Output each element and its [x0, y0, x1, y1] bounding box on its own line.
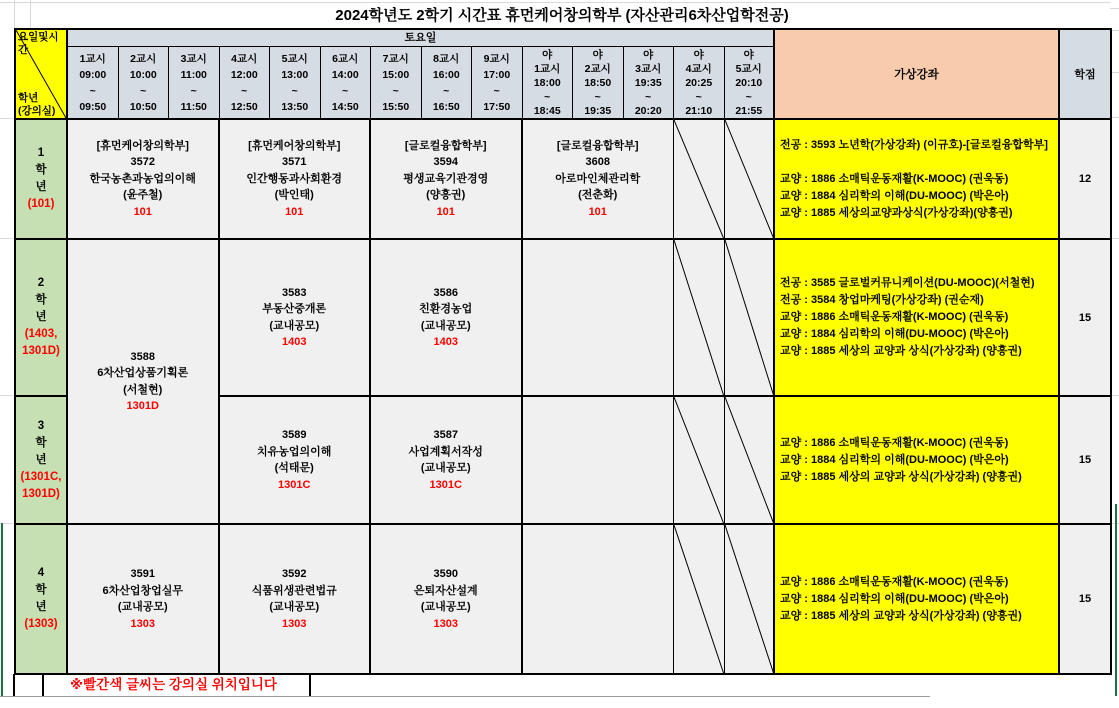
corner-room-label: (강의실)	[18, 105, 56, 117]
grade-4-cell[interactable]: 4 학 년 (1303)	[16, 525, 68, 675]
virtual-course-line: 전공 : 3585 글로벌커뮤니케이션(DU-MOOC)(서철현)	[780, 277, 1035, 289]
period-end: 18:45	[533, 104, 561, 117]
night-period-header-2[interactable]	[573, 47, 624, 120]
class-professor: (양흥권)	[426, 189, 466, 202]
night-period-header-3[interactable]	[624, 47, 675, 120]
period-end: 10:50	[129, 100, 157, 113]
class-title: 은퇴자산설계	[413, 584, 478, 597]
virtual-course-line: 교양 : 1884 심리학의 이해(DU-MOOC) (박은아)	[780, 592, 1009, 605]
period-separator: ~	[594, 90, 601, 103]
crossed-empty-cell[interactable]	[725, 120, 776, 240]
class-cell-3592[interactable]	[220, 525, 372, 675]
period-end: 17:50	[483, 100, 511, 113]
crossed-empty-cell[interactable]	[725, 525, 776, 675]
class-dept: [글로컬융합학부]	[556, 139, 639, 152]
class-cell-3572[interactable]	[68, 120, 220, 240]
class-room: 1303	[282, 617, 307, 630]
night-prefix: 야	[743, 48, 754, 61]
period-start: 18:00	[533, 76, 561, 89]
period-start: 16:00	[432, 68, 460, 81]
period-name: 3교시	[180, 52, 207, 65]
virtual-course-line: 교양 : 1884 심리학의 이해(DU-MOOC) (박은아)	[780, 453, 1009, 466]
class-professor: (전춘화)	[578, 189, 618, 202]
class-title: 인간행동과사회환경	[246, 172, 343, 185]
class-professor: (교내공모)	[269, 319, 320, 332]
class-code: 3587	[433, 429, 458, 441]
period-name: 8교시	[433, 52, 460, 65]
virtual-course-line: 교양 : 1886 소매틱운동재활(K-MOOC) (권욱동)	[780, 436, 1009, 449]
period-header-3[interactable]	[169, 47, 220, 120]
period-end: 20:20	[634, 104, 662, 117]
period-name: 4교시	[685, 62, 712, 75]
period-end: 09:50	[79, 100, 107, 113]
period-header-8[interactable]	[422, 47, 473, 120]
class-title: 평생교육기관경영	[403, 172, 489, 185]
class-professor: (박인태)	[274, 189, 314, 202]
period-end: 15:50	[382, 100, 410, 113]
period-separator: ~	[695, 90, 702, 103]
period-name: 3교시	[635, 62, 662, 75]
virtual-course-line: 전공 : 3584 창업마케팅(가상강좌) (권순재)	[780, 294, 984, 306]
class-professor: (교내공모)	[420, 462, 471, 474]
credits-cell-grade3[interactable]: 15	[1060, 397, 1112, 525]
grade-1-cell[interactable]: 1 학 년 (101)	[16, 120, 68, 240]
virtual-course-line: 교양 : 1886 소매틱운동재활(K-MOOC) (권욱동)	[780, 172, 1009, 185]
period-end: 12:50	[230, 100, 258, 113]
class-professor: (윤주철)	[123, 189, 163, 202]
period-start: 10:00	[129, 68, 157, 81]
virtual-courses-header-cell[interactable]: 가상강좌	[775, 30, 1060, 120]
grade-rooms: 1301D)	[22, 487, 60, 500]
class-room: 1403	[433, 336, 458, 348]
class-title: 사업계획서작성	[408, 445, 483, 458]
period-end: 19:35	[584, 104, 612, 117]
diagonal-line-icon	[725, 397, 774, 523]
timetable-title[interactable]: 2024학년도 2학기 시간표 휴먼케어창의학부 (자산관리6차산업학전공)	[335, 7, 789, 24]
period-header-4[interactable]	[220, 47, 271, 120]
virtual-courses-cell-grade3[interactable]	[775, 397, 1060, 525]
class-dept: [글로컬융합학부]	[404, 139, 487, 152]
diagonal-line-icon	[674, 525, 724, 673]
class-code: 3608	[585, 156, 610, 169]
class-code: 3589	[282, 429, 307, 441]
class-professor: (석태문)	[274, 462, 314, 474]
class-dept: [휴먼케어창의학부]	[248, 139, 341, 152]
diagonal-line-icon	[674, 397, 724, 523]
period-start: 20:10	[735, 76, 763, 89]
class-code: 3571	[282, 156, 307, 169]
period-start: 17:00	[483, 68, 511, 81]
period-separator: ~	[291, 84, 298, 97]
note-row-border	[309, 674, 311, 696]
period-header-6[interactable]	[321, 47, 372, 120]
empty-night-cell[interactable]	[523, 240, 675, 397]
period-end: 16:50	[432, 100, 460, 113]
grade-number: 2	[37, 277, 45, 289]
night-prefix: 야	[643, 48, 654, 61]
period-start: 13:00	[281, 68, 309, 81]
class-room: 101	[588, 205, 607, 218]
night-prefix: 야	[542, 48, 553, 61]
class-room: 1303	[433, 617, 458, 630]
class-title: 식품위생관련법규	[251, 584, 337, 597]
period-start: 15:00	[382, 68, 410, 81]
class-code: 3591	[130, 568, 155, 580]
sheet-gridline	[0, 395, 14, 396]
selection-border	[1115, 504, 1117, 696]
diagonal-line-icon	[725, 525, 774, 673]
class-dept: [휴먼케어창의학부]	[96, 139, 189, 152]
class-room: 101	[285, 205, 304, 218]
class-code: 3594	[433, 156, 458, 169]
class-cell-3589[interactable]	[220, 397, 372, 525]
class-cell-3586[interactable]	[371, 240, 523, 397]
virtual-course-line: 교양 : 1884 심리학의 이해(DU-MOOC) (박은아)	[780, 189, 1009, 202]
period-name: 2교시	[584, 62, 611, 75]
diagonal-line-icon	[674, 120, 724, 238]
virtual-courses-cell-grade1[interactable]	[775, 120, 1060, 240]
class-cell-3583[interactable]	[220, 240, 372, 397]
class-professor: (교내공모)	[420, 601, 471, 613]
crossed-empty-cell[interactable]	[674, 120, 725, 240]
period-name: 1교시	[79, 52, 106, 65]
class-title: 6차산업상품기획론	[97, 367, 189, 379]
virtual-course-line: 교양 : 1886 소매틱운동재활(K-MOOC) (권욱동)	[780, 311, 1009, 323]
period-separator: ~	[493, 84, 500, 97]
class-room: 1301D	[126, 400, 159, 412]
class-room: 1301C	[278, 478, 311, 491]
class-code: 3592	[282, 568, 307, 580]
virtual-course-line: 교양 : 1885 세상의교양과상식(가상강좌)(양흥권)	[780, 206, 1013, 219]
virtual-courses-cell-grade2[interactable]	[775, 240, 1060, 397]
night-period-header-5[interactable]	[725, 47, 776, 120]
credits-cell-grade4[interactable]: 15	[1060, 525, 1112, 675]
period-name: 6교시	[332, 52, 359, 65]
period-start: 18:50	[584, 76, 612, 89]
virtual-course-line: 교양 : 1885 세상의 교양과 상식(가상강좌) (양흥권)	[780, 609, 1022, 622]
class-cell-3571[interactable]	[220, 120, 372, 240]
period-separator: ~	[392, 84, 399, 97]
sheet-gridline	[0, 696, 930, 697]
period-end: 14:50	[331, 100, 359, 113]
class-cell-3594[interactable]	[371, 120, 523, 240]
period-end: 21:10	[685, 104, 713, 117]
period-name: 4교시	[231, 52, 258, 65]
class-title: 부동산중개론	[262, 303, 327, 315]
night-prefix: 야	[592, 48, 603, 61]
period-name: 2교시	[130, 52, 157, 65]
period-separator: ~	[190, 84, 197, 97]
period-start: 11:00	[180, 68, 207, 81]
class-cell-3587[interactable]	[371, 397, 523, 525]
night-period-header-4[interactable]	[674, 47, 725, 120]
period-separator: ~	[745, 90, 752, 103]
class-code: 3588	[130, 350, 155, 363]
diagonal-line-icon	[674, 240, 724, 395]
period-separator: ~	[140, 84, 147, 97]
sheet-gridline	[1110, 8, 1119, 9]
virtual-courses-cell-grade4[interactable]	[775, 525, 1060, 675]
note-row-border	[42, 674, 44, 696]
virtual-course-line: 교양 : 1885 세상의 교양과 상식(가상강좌) (양흥권)	[780, 470, 1022, 483]
period-name: 7교시	[382, 52, 409, 65]
grade-3-cell[interactable]: 3 학 년 (1301C, 1301D)	[16, 397, 68, 525]
period-end: 21:55	[735, 104, 763, 117]
period-start: 14:00	[331, 68, 359, 81]
empty-night-cell[interactable]	[523, 397, 675, 525]
period-separator: ~	[89, 84, 96, 97]
class-code: 3590	[433, 568, 458, 580]
period-name: 5교시	[281, 52, 308, 65]
sheet-gridline	[0, 118, 14, 119]
corner-day-time-label: 요일및시간	[18, 31, 59, 56]
class-cell-3608[interactable]	[523, 120, 675, 240]
grade-number: 1	[37, 147, 45, 159]
note-row-border	[13, 674, 15, 696]
period-end: 13:50	[281, 100, 309, 113]
virtual-course-line: 교양 : 1884 심리학의 이해(DU-MOOC) (박은아)	[780, 328, 1009, 340]
night-period-header-1[interactable]	[523, 47, 574, 120]
period-header-9[interactable]	[472, 47, 523, 120]
diagonal-line-icon	[725, 240, 774, 395]
class-room: 1301C	[429, 478, 462, 491]
period-start: 20:25	[685, 76, 713, 89]
class-room: 1303	[130, 617, 155, 630]
credits-cell-grade2[interactable]: 15	[1060, 240, 1112, 397]
corner-cell[interactable]	[16, 30, 68, 120]
crossed-empty-cell[interactable]	[674, 525, 725, 675]
grade-number: 4	[37, 567, 45, 579]
class-room: 1403	[282, 336, 307, 348]
virtual-course-line: 교양 : 1885 세상의 교양과 상식(가상강좌) (양흥권)	[780, 345, 1022, 357]
class-cell-3590[interactable]	[371, 525, 523, 675]
grade-rooms: (101)	[27, 198, 55, 210]
virtual-course-line: 교양 : 1886 소매틱운동재활(K-MOOC) (권욱동)	[780, 575, 1009, 588]
period-name: 5교시	[735, 62, 762, 75]
class-code: 3572	[130, 156, 155, 169]
class-title: 치유농업의이해	[257, 445, 332, 458]
saturday-header-cell[interactable]: 토요일	[68, 30, 775, 47]
grade-rooms: (1301C,	[20, 470, 62, 483]
class-code: 3586	[433, 286, 458, 299]
crossed-empty-cell[interactable]	[725, 397, 776, 525]
period-header-2[interactable]	[119, 47, 170, 120]
period-start: 12:00	[230, 68, 258, 81]
period-name: 9교시	[483, 52, 510, 65]
crossed-empty-cell[interactable]	[674, 240, 725, 397]
credits-header-cell[interactable]: 학점	[1060, 30, 1112, 120]
sheet-gridline	[0, 238, 14, 239]
selection-border	[1, 523, 3, 696]
crossed-empty-cell[interactable]	[725, 240, 776, 397]
grade-number: 3	[37, 419, 45, 432]
grade-rooms: (1303)	[24, 618, 58, 630]
period-name: 1교시	[534, 62, 561, 75]
period-separator: ~	[342, 84, 349, 97]
period-start: 09:00	[79, 68, 107, 81]
class-room: 101	[436, 205, 455, 218]
night-prefix: 야	[693, 48, 704, 61]
class-title: 6차산업창업실무	[102, 584, 183, 597]
period-header-5[interactable]	[270, 47, 321, 120]
corner-grade-label: 학년 (강의실)	[18, 92, 56, 117]
period-separator: ~	[443, 84, 450, 97]
class-title: 아로마인체관리학	[555, 172, 641, 185]
timetable-grid	[14, 28, 1112, 675]
period-header-1[interactable]	[68, 47, 119, 120]
class-cell-3591[interactable]	[68, 525, 220, 675]
period-separator: ~	[241, 84, 248, 97]
class-code: 3583	[282, 286, 307, 299]
period-separator: ~	[544, 90, 551, 103]
empty-night-cell[interactable]	[523, 525, 675, 675]
period-header-7[interactable]	[371, 47, 422, 120]
class-cell-3588[interactable]	[68, 240, 220, 525]
grade-rooms: (1403,	[24, 328, 58, 340]
class-room: 101	[133, 205, 152, 218]
grade-2-cell[interactable]: 2 학 년 (1403, 1301D)	[16, 240, 68, 397]
class-professor: (서철현)	[123, 383, 163, 396]
period-end: 11:50	[180, 100, 207, 113]
class-professor: (교내공모)	[420, 319, 471, 332]
period-separator: ~	[645, 90, 652, 103]
credits-cell-grade1[interactable]: 12	[1060, 120, 1112, 240]
class-professor: (교내공모)	[117, 601, 168, 613]
crossed-empty-cell[interactable]	[674, 397, 725, 525]
class-title: 한국농촌과농업의이해	[89, 172, 196, 185]
diagonal-line-icon	[725, 120, 774, 238]
period-start: 19:35	[634, 76, 662, 89]
grade-rooms: 1301D)	[22, 345, 60, 357]
virtual-course-line: 전공 : 3593 노년학(가상강좌) (이규호)-[글로컬융합학부]	[780, 138, 1048, 151]
footnote-note[interactable]: ※빨간색 글씨는 강의실 위치입니다	[70, 677, 277, 692]
class-title: 친환경농업	[419, 303, 473, 315]
class-professor: (교내공모)	[269, 601, 320, 613]
